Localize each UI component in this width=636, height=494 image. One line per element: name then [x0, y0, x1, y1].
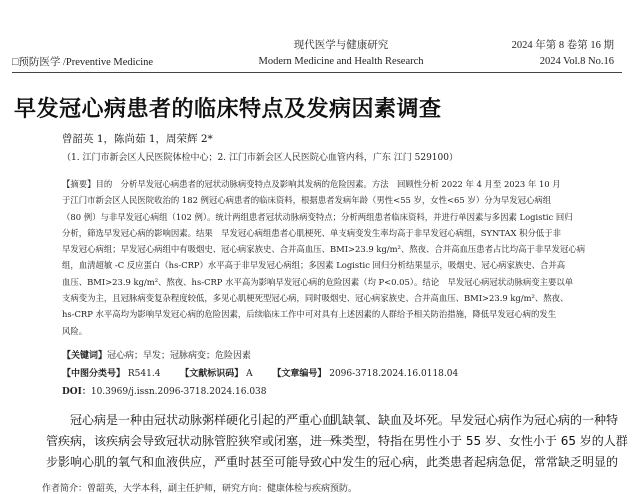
- body-column-right: [330, 410, 630, 473]
- affiliation: （1. 江门市新会区人民医院体检中心；2. 江门市新会区人民医院心血管内科，广东 江门 529100）: [62, 153, 458, 163]
- doi-row: [62, 384, 267, 397]
- doc-code-value: A: [246, 369, 253, 379]
- issue-info-cn: 2024 年第 8 卷第 16 期: [511, 40, 614, 51]
- journal-name-en: Modern Medicine and Health Research: [258, 56, 424, 67]
- issue-info-en: 2024 Vol.8 No.16: [539, 56, 614, 67]
- issue-info: [512, 38, 614, 70]
- author-list: 曾韶英 1，陈尚茹 1，周荣辉 2*: [62, 133, 213, 145]
- abstract-line: 【摘要】目的 分析早发冠心病患者的冠状动脉病变特点及影响其发病的危险因素。方法 回顾性分析 2022 年 4 月至 2023 年 10 月: [62, 179, 561, 189]
- body-column-left: [46, 410, 335, 473]
- abstract-line: 分析，筛选早发冠心病的影响因素。结果 早发冠心病组患者心肌梗死、单支病变发生率均高于非早发冠心病组，SYNTAX 积分低于非: [62, 227, 562, 238]
- author-footnote: 作者简介：曾韶英，大学本科，副主任护师，研究方向：健康体检与疾病预防。: [42, 484, 358, 494]
- abstract-line: 组，血清超敏 -C 反应蛋白（hs-CRP）水平高于非早发冠心病组；多因素 Logistic 回归分析结果显示，吸烟史、冠心病家族史、合并高: [62, 260, 566, 271]
- body-line: 肌缺氧、缺血及坏死。早发冠心病作为冠心病的一种特: [330, 413, 619, 427]
- article-number-label: 【文章编号】: [272, 369, 327, 379]
- page-header: [0, 0, 636, 72]
- abstract-line: 早发冠心病组；早发冠心病组中有吸烟史、冠心病家族史、合并高血压、BMI>23.9 kg/m²、熬夜、合并高血压患者占比均高于非早发冠心病: [62, 244, 586, 255]
- doi-label: DOI：: [62, 387, 91, 397]
- abstract-line: 支病变为主，且冠脉病变复杂程度较低，多见心肌梗死型冠心病，同时吸烟史、冠心病家族史、合并高血压、BMI>23.9 kg/m²、熬夜、: [62, 293, 569, 304]
- abstract-line: 风险。: [62, 325, 88, 336]
- section-label: □预防医学 /Preventive Medicine: [12, 57, 154, 68]
- keywords-value: 冠心病；早发；冠脉病变；危险因素: [107, 351, 252, 361]
- journal-name-cn: 现代医学与健康研究: [293, 40, 389, 51]
- header-divider: [12, 72, 622, 73]
- body-line: 冠心病是一种由冠状动脉粥样硬化引起的严重心血: [70, 413, 335, 427]
- doc-code-label: 【文献标识码】: [180, 369, 244, 379]
- abstract-line: hs-CRP 水平高均为影响早发冠心病的危险因素，后续临床工作中可对具有上述因素的人群给予相关防治措施，降低早发冠心病的发生: [62, 309, 557, 320]
- abstract-line: （80 例）与非早发冠心病组（102 例）。统计两组患者冠状动脉病变特点；分析两组患者临床资料，并进行单因素与多因素 Logistic 回归: [62, 211, 573, 222]
- article-number-value: 2096-3718.2024.16.0118.04: [329, 369, 459, 379]
- abstract: [62, 176, 636, 339]
- doi-value[interactable]: 10.3969/j.issn.2096-3718.2024.16.038: [90, 387, 267, 397]
- article-title: 早发冠心病患者的临床特点及发病因素调查: [14, 97, 442, 122]
- body-line: 中发生的冠心病，此类患者起病急促，常常缺乏明显的: [330, 455, 619, 469]
- journal-name: [236, 38, 446, 70]
- classification-row: [62, 366, 458, 379]
- abstract-line: 血压、BMI>23.9 kg/m²、熬夜、hs-CRP 水平高为影响早发冠心病的危险因素（均 P<0.05）。结论 早发冠心病冠状动脉病变主要以单: [62, 276, 574, 287]
- body-line: 殊类型，特指在男性小于 55 岁、女性小于 65 岁的人群: [330, 434, 628, 448]
- keywords: [62, 348, 251, 361]
- keywords-label: 【关键词】: [62, 351, 108, 361]
- body-line: 步影响心肌的氧气和血液供应，严重时甚至可能导致心: [46, 455, 335, 469]
- clc-value: R541.4: [127, 369, 161, 379]
- clc-label: 【中图分类号】: [62, 369, 126, 379]
- body-line: 管疾病，该疾病会导致冠状动脉管腔狭窄或闭塞，进一: [46, 434, 335, 448]
- abstract-line: 于江门市新会区人民医院收治的 182 例冠心病患者的临床资料，根据患者发病年龄（男性<55 岁，女性<65 岁）分为早发冠心病组: [62, 195, 552, 206]
